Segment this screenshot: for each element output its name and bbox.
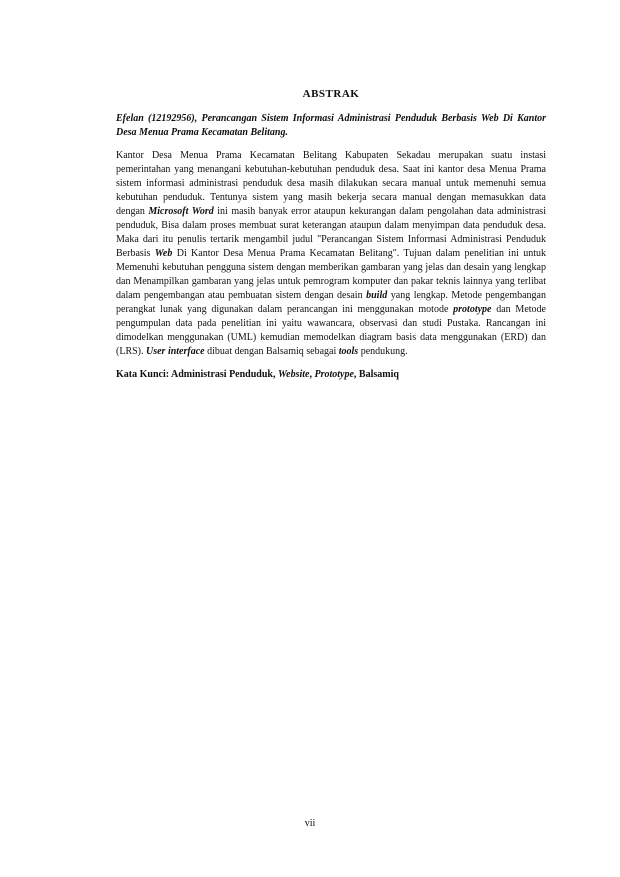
keyword-separator: , [309,369,315,380]
page-number: vii [304,818,316,829]
page-title: ABSTRAK [302,88,360,100]
abstract-sentence-6: dibuat dengan Balsamiq sebagai [204,346,339,357]
term-prototype: prototype [453,304,492,315]
abstract-sentence-3: Di Kantor Desa Menua Prama Kecamatan Belitang". Tujuan dalam penelitian ini untuk Memenuhi kebutuhan pengguna sistem dengan memberikan gambaran yang jelas dan desain yang lengkap dan Menampilkan gambaran yang jelas untuk pemrogram komputer dan pakar teknis lainnya yang terlibat dalam pengembangan atau pembuatan sistem dengan desain [116,248,546,301]
abstract-sentence-1: Kantor Desa Menua Prama Kecamatan Belitang Kabupaten Sekadau merupakan suatu instasi pemerintahan yang menangani kebutuhan-kebutuhan penduduk desa. Saat ini kantor desa Menua Prama sistem informasi administrasi penduduk desa masih dilakukan secara manual untuk memenuhi semua kebutuhan penduduk. Tentunya sistem yang masih bekerja secara manual dengan memasukkan data dengan [116,150,546,217]
abstract-heading [116,112,546,139]
term-tools: tools [338,346,359,357]
term-microsoft-word: Microsoft Word [148,206,214,217]
abstract-sentence-7: pendukung. [358,346,408,357]
author-name: Efelan (12192956), [116,113,198,124]
term-build: build [366,290,388,301]
abstract-sentence-2: ini masih banyak error ataupun kekurangan dalam pengolahan data administrasi penduduk, Bisa dalam proses membuat surat keterangan ataupun dalam menyimpan data penduduk desa. Maka dari itu penulis tertarik mengambil judul "Perancangan Sistem Informasi Administrasi Penduduk Berbasis [116,206,546,259]
thesis-title-part2: Di Kantor Desa Menua Prama Kecamatan Belitang. [116,113,546,138]
thesis-title-web: Web [480,113,499,124]
abstract-page [116,88,546,382]
thesis-title-part1: Perancangan Sistem Informasi Administrasi Penduduk Berbasis [197,113,481,124]
abstract-body [116,149,546,359]
keyword-prototype: Prototype [314,369,354,380]
abstract-sentence-4: yang lengkap. Metode pengembangan perangkat lunak yang digunakan dalam perancangan ini menggunakan motode [116,290,546,315]
keywords-label: Kata Kunci: Administrasi Penduduk, [116,369,278,380]
keyword-rest: , Balsamiq [353,369,399,380]
term-user-interface: User interface [146,346,205,357]
term-web: Web [154,248,173,259]
keyword-website: Website [277,369,310,380]
abstract-sentence-5: dan Metode pengumpulan data pada penelitian ini yaitu wawancara, observasi dan studi Pustaka. Rancangan ini dimodelkan menggunakan (UML) kemudian memodelkan diagram basis data menggunakan (ERD) dan (LRS). [116,304,546,357]
keywords [116,368,546,382]
